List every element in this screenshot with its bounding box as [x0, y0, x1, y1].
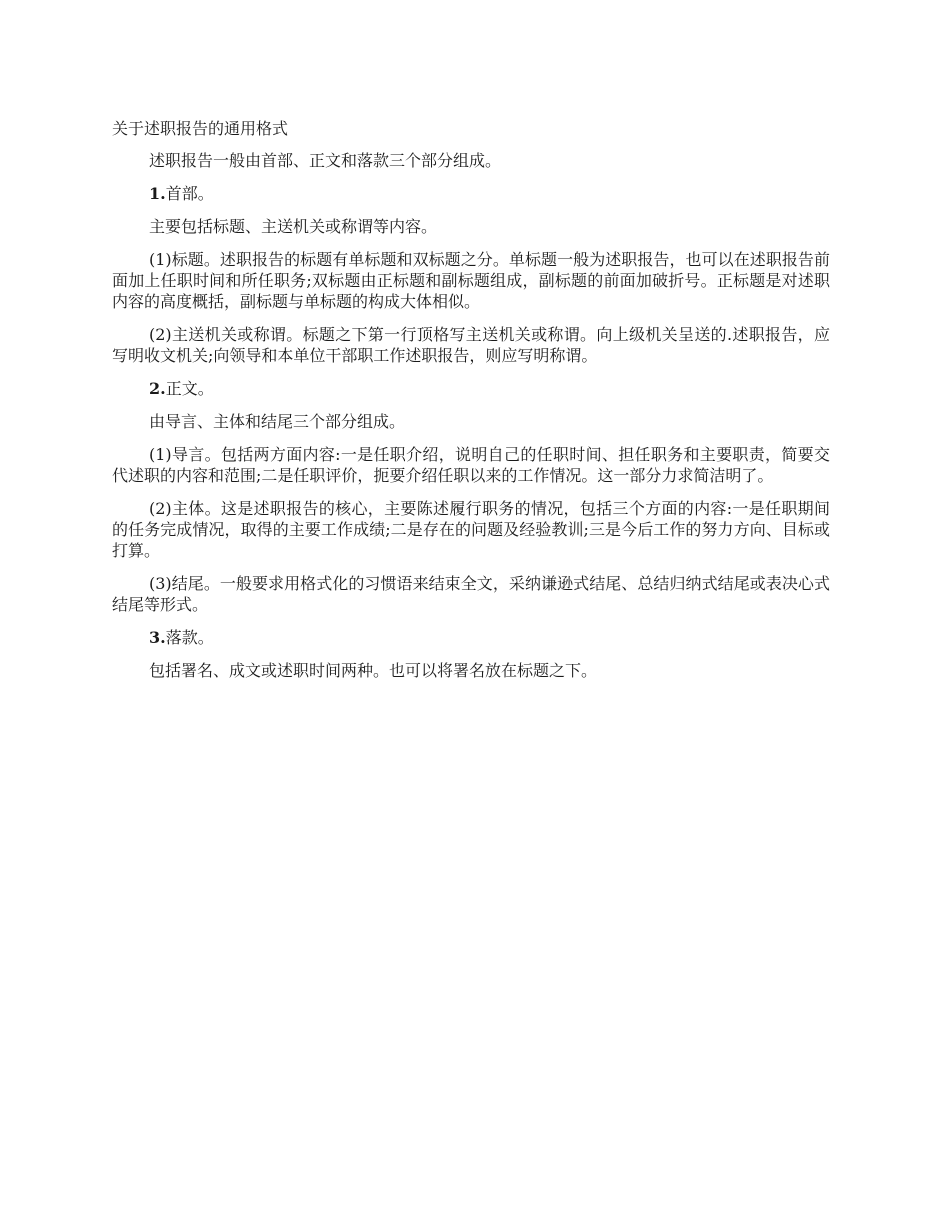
section-heading-text: 落款。: [165, 628, 214, 647]
section-heading-text: 首部。: [165, 184, 214, 203]
paragraph: (1)标题。述职报告的标题有单标题和双标题之分。单标题一般为述职报告，也可以在述职报告前面加上任职时间和所任职务;双标题由正标题和副标题组成，副标题的前面加破折号。正标题是对述职内容的高度概括，副标题与单标题的构成大体相似。: [112, 250, 830, 311]
paragraph: 主要包括标题、主送机关或称谓等内容。: [149, 217, 438, 236]
paragraph: 述职报告一般由首部、正文和落款三个部分组成。: [149, 151, 502, 170]
section-heading: [112, 183, 830, 204]
section-number: 1.: [149, 184, 166, 203]
paragraph: (2)主送机关或称谓。标题之下第一行顶格写主送机关或称谓。向上级机关呈送的.述职报告，应写明收文机关;向领导和本单位干部职工作述职报告，则应写明称谓。: [112, 325, 830, 365]
section-heading: [112, 627, 830, 648]
paragraph: 由导言、主体和结尾三个部分组成。: [149, 412, 406, 431]
paragraph: 包括署名、成文或述职时间两种。也可以将署名放在标题之下。: [149, 661, 598, 680]
document-title: 关于述职报告的通用格式: [112, 119, 289, 138]
section-number: 2.: [149, 379, 166, 398]
paragraph: (2)主体。这是述职报告的核心，主要陈述履行职务的情况，包括三个方面的内容:一是任职期间的任务完成情况，取得的主要工作成绩;二是存在的问题及经验教训;三是今后工作的努力方向、目标或打算。: [112, 499, 830, 560]
paragraph: (1)导言。包括两方面内容:一是任职介绍，说明自己的任职时间、担任职务和主要职责，简要交代述职的内容和范围;二是任职评价，扼要介绍任职以来的工作情况。这一部分力求简洁明了。: [112, 445, 830, 485]
section-heading: [112, 378, 830, 399]
section-heading-text: 正文。: [165, 379, 214, 398]
section-number: 3.: [149, 628, 166, 647]
paragraph: (3)结尾。一般要求用格式化的习惯语来结束全文，采纳谦逊式结尾、总结归纳式结尾或表决心式结尾等形式。: [112, 574, 830, 614]
document-page: [112, 118, 830, 693]
